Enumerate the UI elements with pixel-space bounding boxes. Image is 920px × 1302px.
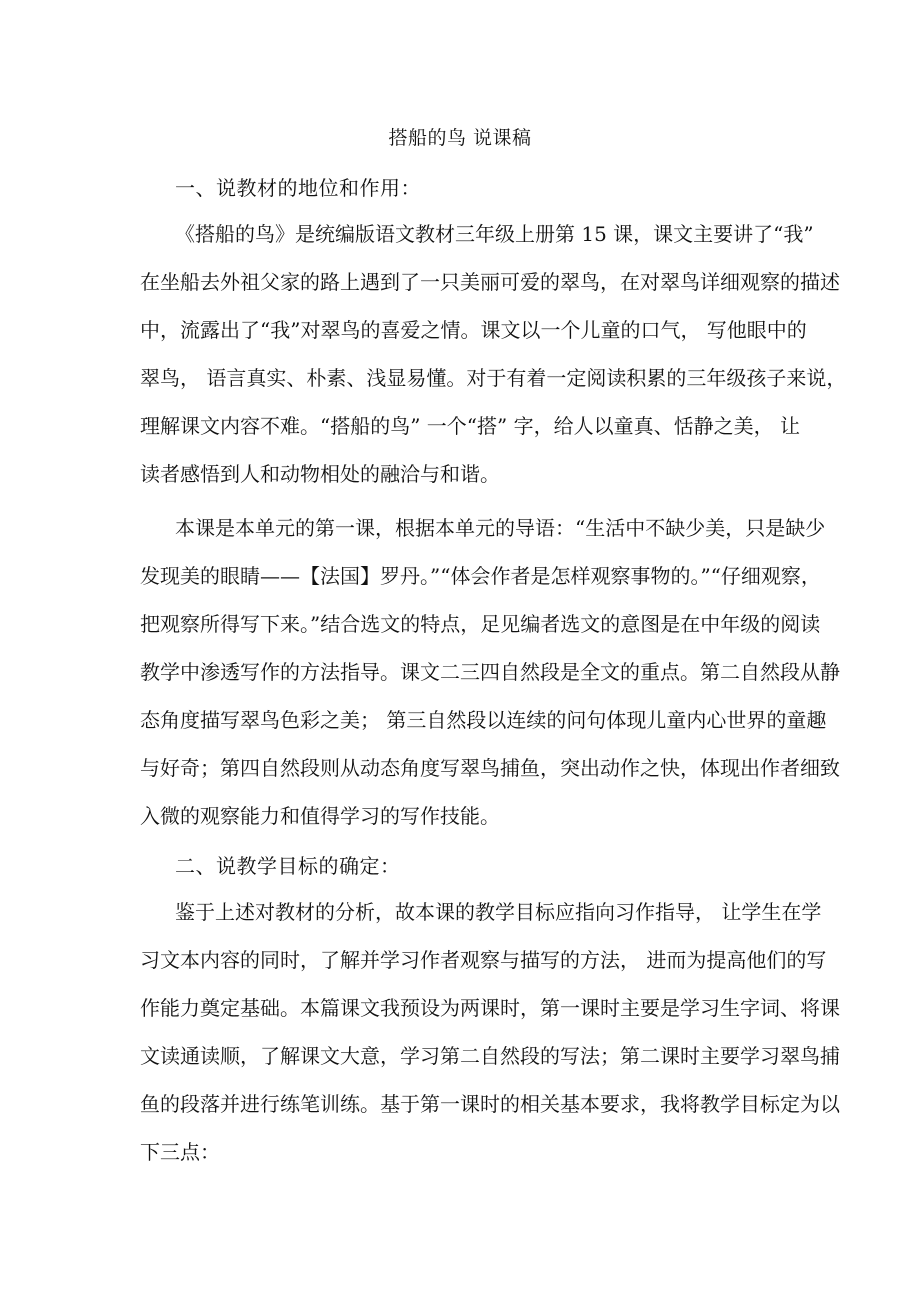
paragraph-line: 作能力奠定基础。本篇课文我预设为两课时，第一课时主要是学习生字词、将课 (140, 996, 840, 1020)
paragraph-line: 《搭船的鸟》是统编版语文教材三年级上册第 15 课，课文主要讲了“我” (175, 222, 814, 246)
paragraph-line: 把观察所得写下来。”结合选文的特点，足见编者选文的意图是在中年级的阅读 (140, 612, 821, 636)
paragraph-line: 文读通读顺，了解课文大意，学习第二自然段的写法；第二课时主要学习翠鸟捕 (140, 1044, 840, 1068)
document-title: 搭船的鸟 说课稿 (388, 127, 532, 149)
paragraph-line: 习文本内容的同时，了解并学习作者观察与描写的方法， 进而为提高他们的写 (140, 948, 827, 972)
paragraph-line: 在坐船去外祖父家的路上遇到了一只美丽可爱的翠鸟，在对翠鸟详细观察的描述 (140, 270, 840, 294)
paragraph-line: 与好奇；第四自然段则从动态角度写翠鸟捕鱼，突出动作之快，体现出作者细致 (140, 756, 840, 780)
paragraph-line: 中，流露出了“我”对翠鸟的喜爱之情。课文以一个儿童的口气， 写他眼中的 (140, 318, 807, 342)
paragraph-line: 态角度描写翠鸟色彩之美； 第三自然段以连续的问句体现儿童内心世界的童趣 (140, 708, 827, 732)
paragraph-line: 本课是本单元的第一课，根据本单元的导语：“生活中不缺少美，只是缺少 (175, 516, 826, 540)
section-heading-1: 一、说教材的地位和作用： (175, 176, 421, 200)
paragraph-line: 下三点： (140, 1140, 220, 1164)
paragraph-line: 理解课文内容不难。“搭船的鸟” 一个“搭” 字，给人以童真、恬静之美， 让 (140, 414, 800, 438)
paragraph-line: 鱼的段落并进行练笔训练。基于第一课时的相关基本要求，我将教学目标定为以 (140, 1092, 840, 1116)
paragraph-line: 发现美的眼睛——【法国】罗丹。”“体会作者是怎样观察事物的。”“仔细观察， (140, 564, 821, 588)
paragraph-line: 教学中渗透写作的方法指导。课文二三四自然段是全文的重点。第二自然段从静 (140, 660, 840, 684)
paragraph-line: 翠鸟， 语言真实、朴素、浅显易懂。对于有着一定阅读积累的三年级孩子来说， (140, 366, 847, 390)
section-heading-2: 二、说教学目标的确定： (175, 854, 401, 878)
paragraph-line: 鉴于上述对教材的分析，故本课的教学目标应指向习作指导， 让学生在学 (175, 900, 822, 924)
paragraph-line: 读者感悟到人和动物相处的融洽与和谐。 (140, 462, 500, 486)
paragraph-line: 入微的观察能力和值得学习的写作技能。 (140, 804, 500, 828)
